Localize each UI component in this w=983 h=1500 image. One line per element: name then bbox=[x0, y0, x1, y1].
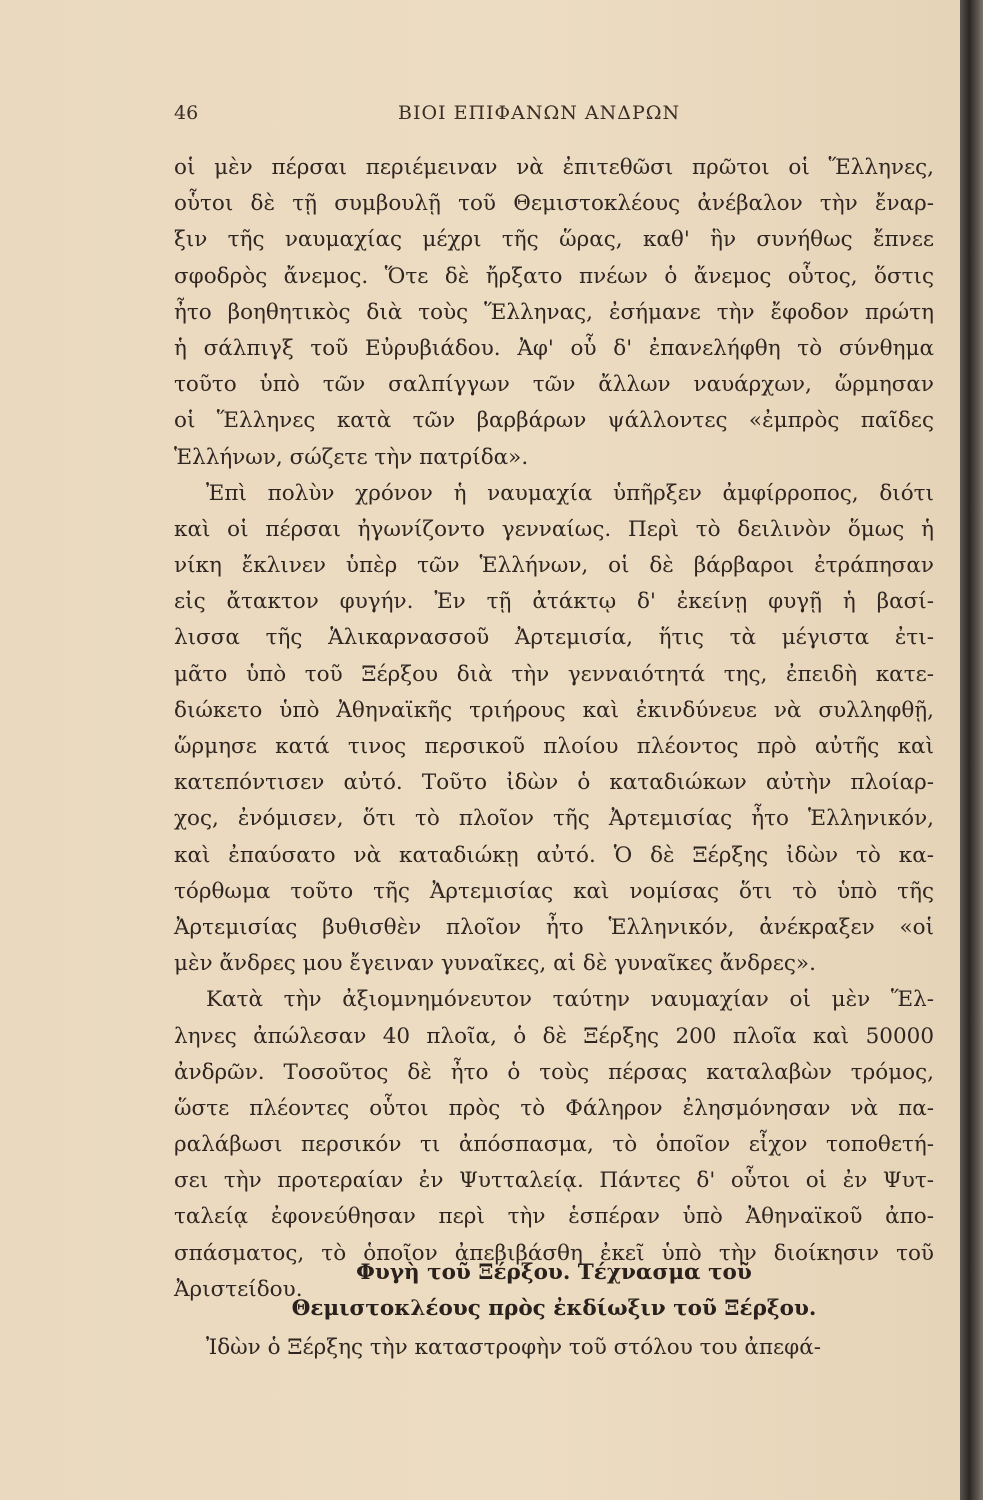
page-header bbox=[174, 102, 704, 132]
text-line: ληνες ἀπώλεσαν 40 πλοῖα, ὁ δὲ Ξέρξης 200 πλοῖα καὶ 50000 bbox=[174, 1023, 934, 1049]
text-line: τοῦτο ὑπὸ τῶν σαλπίγγων τῶν ἄλλων ναυάρχων, ὥρμησαν bbox=[174, 372, 934, 398]
running-title: ΒΙΟΙ ΕΠΙΦΑΝΩΝ ΑΝΔΡΩΝ bbox=[398, 102, 681, 124]
text-line: διώκετο ὑπὸ Ἀθηναϊκῆς τριήρους καὶ ἐκινδύνευε νὰ συλληφθῇ, bbox=[174, 697, 934, 723]
text-line: μὲν ἄνδρες μου ἔγειναν γυναῖκες, αἱ δὲ γυναῖκες ἄνδρες». bbox=[174, 951, 816, 977]
text-line: Κατὰ τὴν ἀξιομνημόνευτον ταύτην ναυμαχίαν οἱ μὲν Ἕλ- bbox=[206, 987, 934, 1013]
text-line: Ἐπὶ πολὺν χρόνον ἡ ναυμαχία ὑπῆρξεν ἀμφίρροπος, διότι bbox=[206, 480, 934, 506]
text-line: οὗτοι δὲ τῇ συμβουλῇ τοῦ Θεμιστοκλέους ἀνέβαλον τὴν ἔναρ- bbox=[174, 191, 934, 217]
text-line: κατεπόντισεν αὐτό. Τοῦτο ἰδὼν ὁ καταδιώκων αὐτὴν πλοίαρ- bbox=[174, 770, 934, 796]
text-line: λισσα τῆς Ἁλικαρνασσοῦ Ἀρτεμισία, ἥτις τὰ μέγιστα ἐτι- bbox=[174, 625, 934, 651]
text-line: σφοδρὸς ἄνεμος. Ὅτε δὲ ἤρξατο πνέων ὁ ἄνεμος οὗτος, ὅστις bbox=[174, 263, 934, 289]
section-heading-line-2: Θεμιστοκλέους πρὸς ἐκδίωξιν τοῦ Ξέρξου. bbox=[291, 1296, 817, 1321]
text-line: καὶ ἐπαύσατο νὰ καταδιώκῃ αὐτό. Ὁ δὲ Ξέρξης ἰδὼν τὸ κα- bbox=[174, 842, 934, 868]
text-line: ἡ σάλπιγξ τοῦ Εὐρυβιάδου. Ἀφ' οὗ δ' ἐπανελήφθη τὸ σύνθημα bbox=[174, 335, 934, 361]
section-heading-line-1: Φυγὴ τοῦ Ξέρξου. Τέχνασμα τοῦ bbox=[356, 1260, 752, 1285]
text-line: ραλάβωσι περσικόν τι ἀπόσπασμα, τὸ ὁποῖον εἶχον τοποθετή- bbox=[174, 1132, 934, 1158]
book-edge bbox=[960, 0, 983, 1500]
text-line: νίκη ἔκλινεν ὑπὲρ τῶν Ἑλλήνων, οἱ δὲ βάρβαροι ἐτράπησαν bbox=[174, 553, 934, 579]
text-line: καὶ οἱ πέρσαι ἠγωνίζοντο γενναίως. Περὶ τὸ δειλινὸν ὅμως ἡ bbox=[174, 516, 934, 542]
text-line: σπάσματος, τὸ ὁποῖον ἀπεβιβάσθη ἐκεῖ ὑπὸ τὴν διοίκησιν τοῦ bbox=[174, 1240, 934, 1266]
text-line: χος, ἐνόμισεν, ὅτι τὸ πλοῖον τῆς Ἀρτεμισίας ἦτο Ἑλληνικόν, bbox=[174, 806, 934, 832]
text-line: οἱ Ἕλληνες κατὰ τῶν βαρβάρων ψάλλοντες «ἐμπρὸς παῖδες bbox=[174, 408, 934, 434]
page-number: 46 bbox=[174, 102, 199, 124]
text-line: ὥρμησε κατά τινος περσικοῦ πλοίου πλέοντος πρὸ αὐτῆς καὶ bbox=[174, 734, 934, 759]
text-line: οἱ μὲν πέρσαι περιέμειναν νὰ ἐπιτεθῶσι πρῶτοι οἱ Ἕλληνες, bbox=[174, 155, 934, 180]
text-line: ἦτο βοηθητικὸς διὰ τοὺς Ἕλληνας, ἐσήμανε τὴν ἔφοδον πρώτη bbox=[174, 299, 934, 325]
text-line: ἀνδρῶν. Τοσοῦτος δὲ ἦτο ὁ τοὺς πέρσας καταλαβὼν τρόμος, bbox=[174, 1059, 934, 1085]
text-line: ξιν τῆς ναυμαχίας μέχρι τῆς ὥρας, καθ' ἣν συνήθως ἔπνεε bbox=[174, 227, 934, 253]
text-line: ταλείᾳ ἐφονεύθησαν περὶ τὴν ἑσπέραν ὑπὸ Ἀθηναϊκοῦ ἀπο- bbox=[174, 1204, 934, 1230]
text-line: εἰς ἄτακτον φυγήν. Ἐν τῇ ἀτάκτῳ δ' ἐκείνῃ φυγῇ ἡ βασί- bbox=[174, 589, 934, 615]
text-line: Ἀρτεμισίας βυθισθὲν πλοῖον ἦτο Ἑλληνικόν, ἀνέκραξεν «οἱ bbox=[174, 914, 934, 940]
text-line: ὥστε πλέοντες οὗτοι πρὸς τὸ Φάληρον ἐλησμόνησαν νὰ πα- bbox=[174, 1095, 934, 1121]
text-line: τόρθωμα τοῦτο τῆς Ἀρτεμισίας καὶ νομίσας ὅτι τὸ ὑπὸ τῆς bbox=[174, 878, 934, 904]
text-line: σει τὴν προτεραίαν ἐν Ψυτταλείᾳ. Πάντες δ' οὗτοι οἱ ἐν Ψυτ- bbox=[174, 1168, 934, 1194]
text-line: μᾶτο ὑπὸ τοῦ Ξέρξου διὰ τὴν γενναιότητά της, ἐπειδὴ κατε- bbox=[174, 661, 934, 687]
text-line: Ἑλλήνων, σώζετε τὴν πατρίδα». bbox=[174, 444, 529, 470]
closing-line: Ἰδὼν ὁ Ξέρξης τὴν καταστροφὴν τοῦ στόλου του ἀπεφά- bbox=[206, 1335, 822, 1360]
paragraph-1 bbox=[174, 150, 934, 476]
text-line: Ἀριστείδου. bbox=[174, 1276, 303, 1302]
paragraph-2 bbox=[174, 476, 934, 983]
body-text bbox=[174, 150, 934, 1308]
